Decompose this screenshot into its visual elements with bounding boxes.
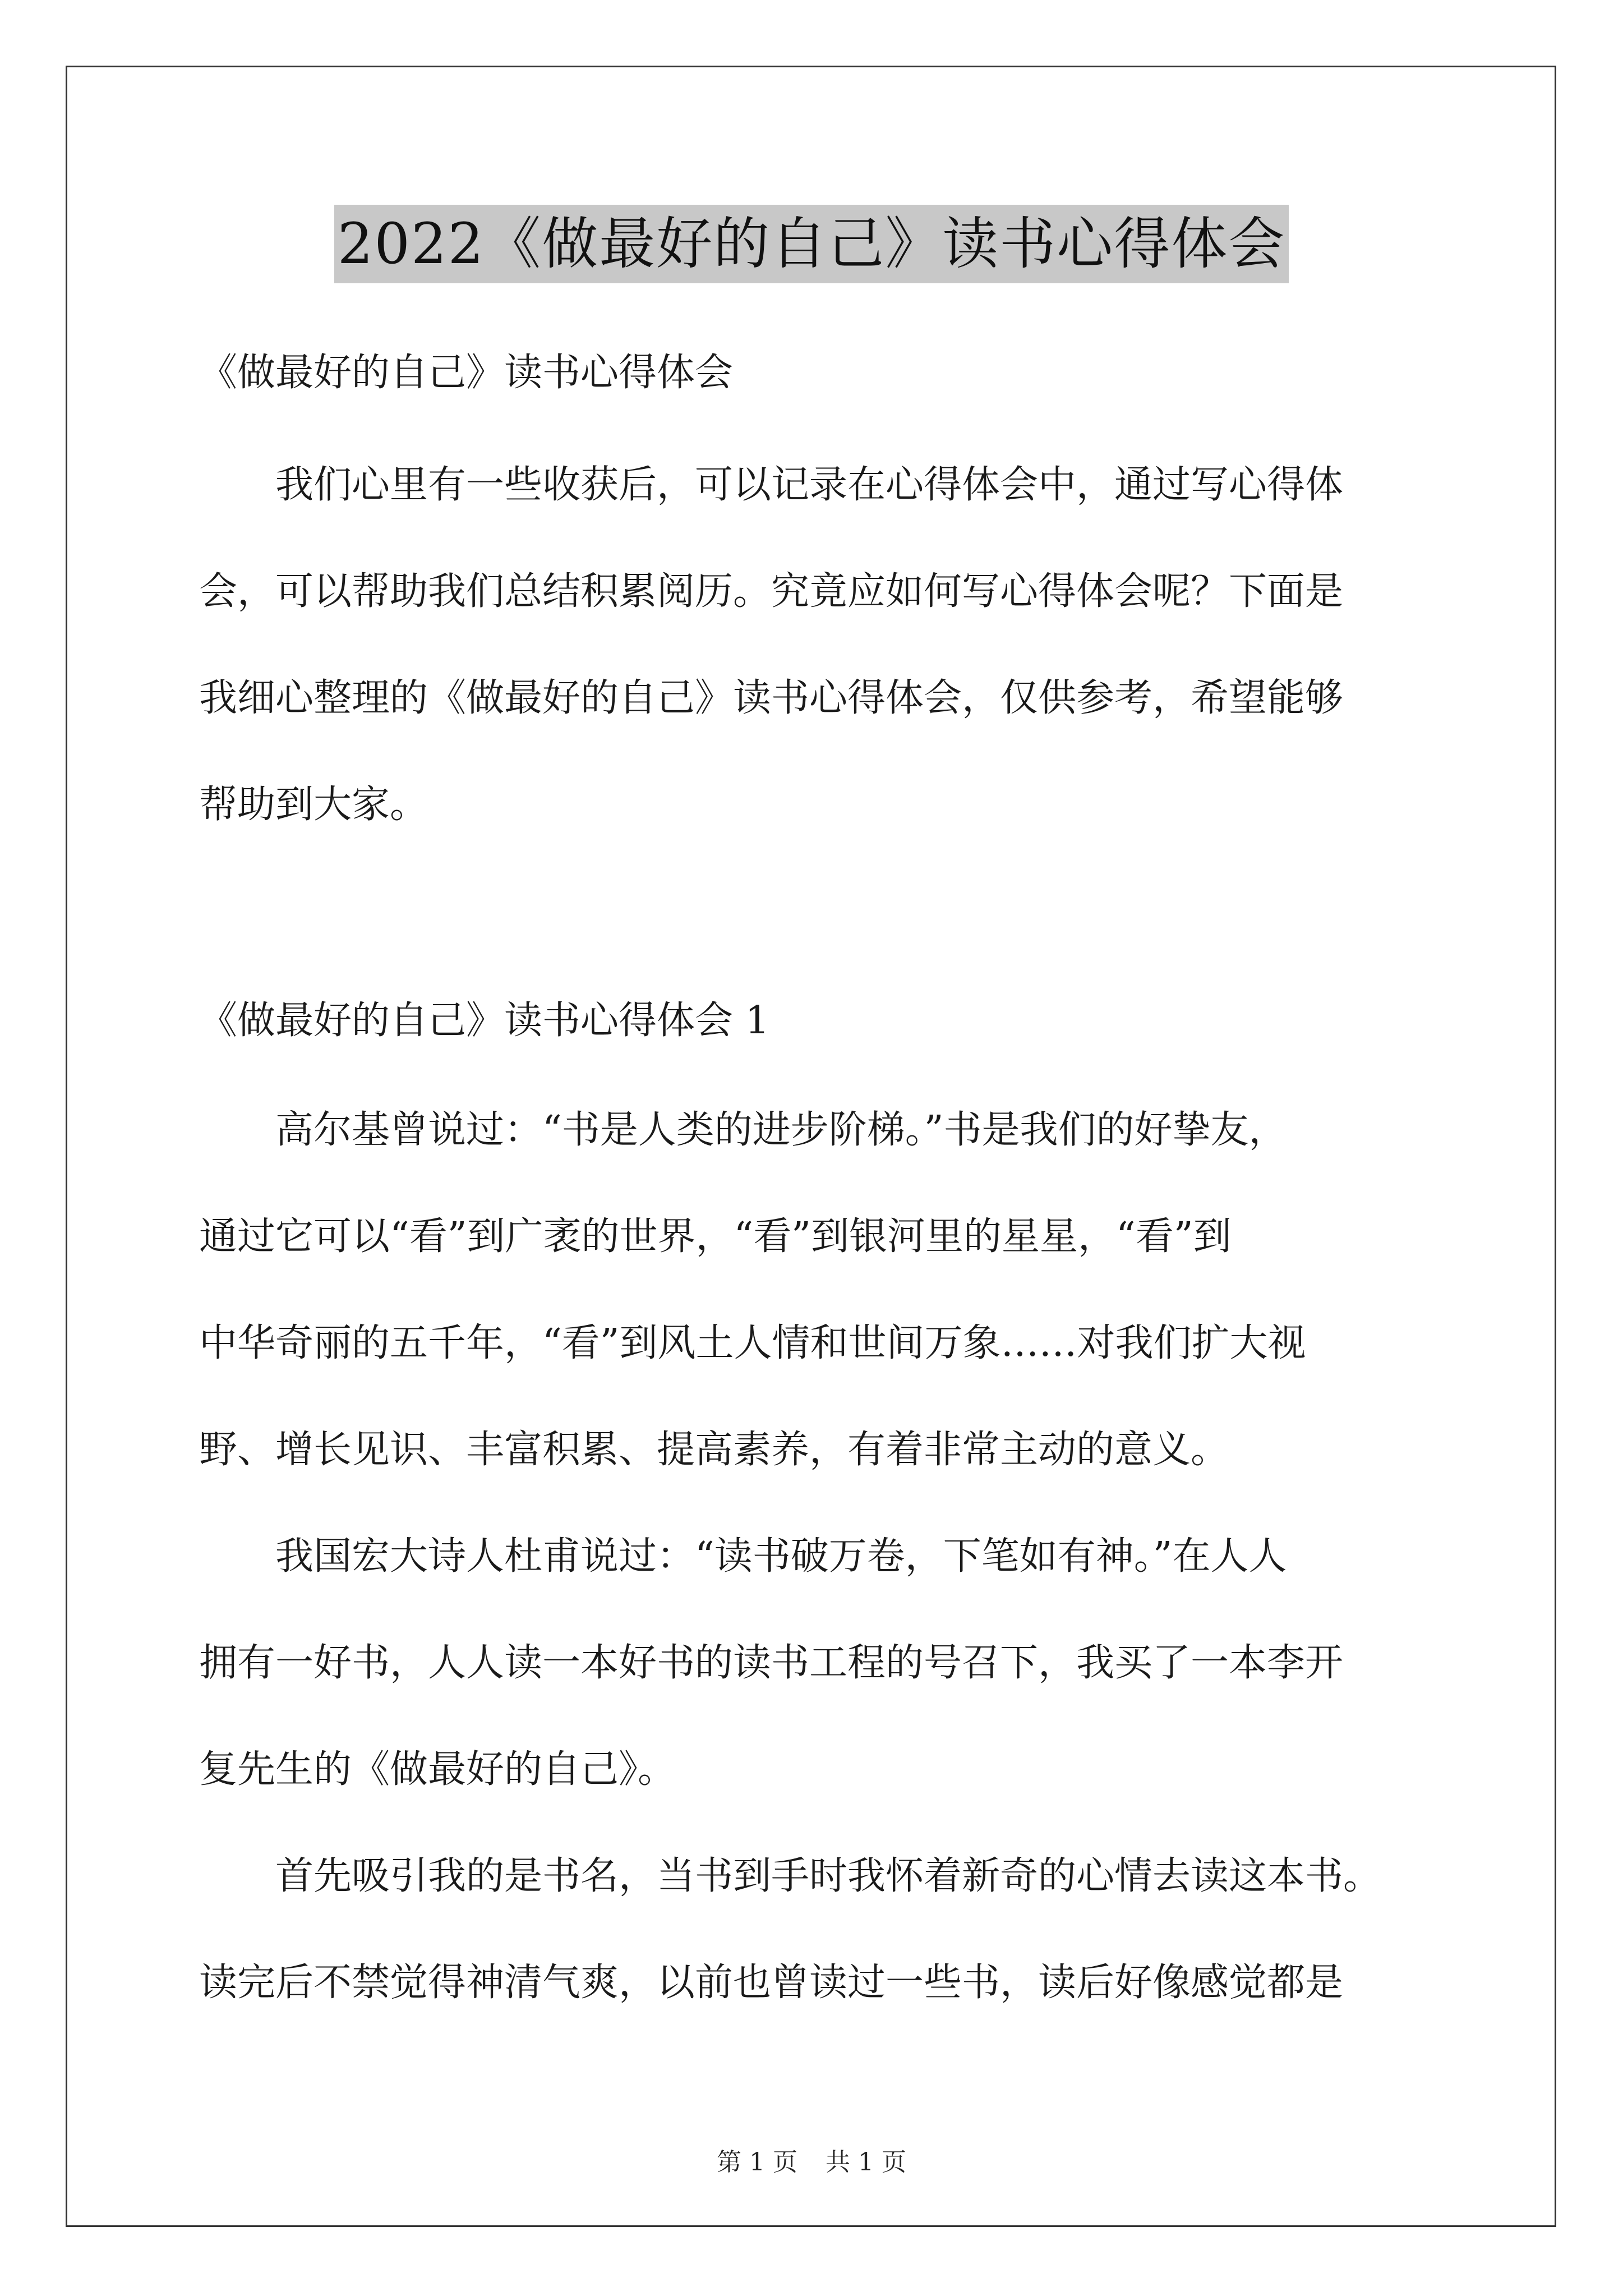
paragraph-line: 野、增长见识、丰富积累、提高素养，有着非常主动的意义。 (199, 1428, 1229, 1472)
paragraph-line: 帮助到大家。 (199, 783, 428, 827)
paragraph-line: 我细心整理的《做最好的自己》读书心得体会，仅供参考，希望能够 (199, 676, 1344, 720)
paragraph-line: 我们心里有一些收获后，可以记录在心得体会中，通过写心得体 (199, 463, 1344, 507)
paragraph-line: 拥有一好书，人人读一本好书的读书工程的号召下，我买了一本李开 (199, 1641, 1344, 1685)
paragraph-line: 我国宏大诗人杜甫说过：“读书破万卷，下笔如有神。”在人人 (199, 1534, 1287, 1579)
page-footer (0, 2146, 1623, 2179)
paragraph-line: 中华奇丽的五千年，“看”到风土人情和世间万象……对我们扩大视 (199, 1321, 1306, 1365)
page-number: 第 1 页 (717, 2148, 797, 2177)
paragraph-line: 首先吸引我的是书名，当书到手时我怀着新奇的心情去读这本书。 (199, 1854, 1382, 1898)
paragraph-line: 读完后不禁觉得神清气爽，以前也曾读过一些书，读后好像感觉都是 (199, 1961, 1344, 2005)
paragraph-line: 会，可以帮助我们总结积累阅历。究竟应如何写心得体会呢？下面是 (199, 569, 1344, 614)
paragraph-line: 高尔基曾说过：“书是人类的进步阶梯。”书是我们的好挚友， (199, 1108, 1287, 1152)
paragraph-line: 复先生的《做最好的自己》。 (199, 1747, 676, 1792)
page-total: 共 1 页 (826, 2148, 906, 2177)
document-title: 2022《做最好的自己》读书心得体会 (334, 205, 1289, 283)
title-container (0, 205, 1623, 283)
subtitle-line: 《做最好的自己》读书心得体会 (199, 351, 734, 395)
paragraph-line: 通过它可以“看”到广袤的世界，“看”到银河里的星星，“看”到 (199, 1214, 1232, 1259)
section-heading: 《做最好的自己》读书心得体会 1 (199, 999, 769, 1043)
